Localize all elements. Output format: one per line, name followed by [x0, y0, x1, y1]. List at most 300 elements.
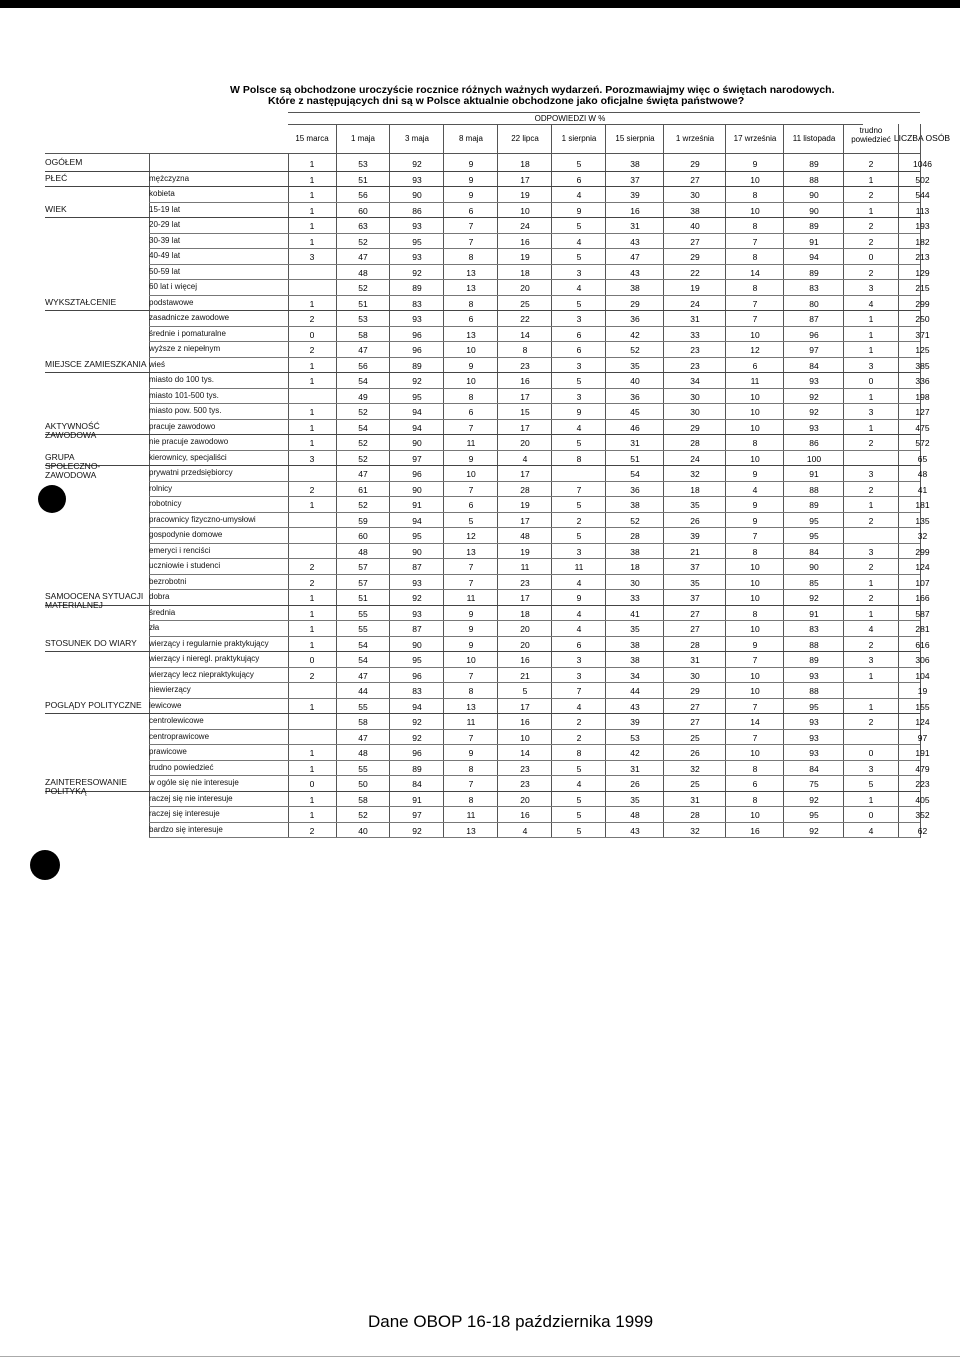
table-cell: 12: [466, 531, 476, 541]
table-cell: 42: [630, 329, 640, 340]
row-rule: [45, 217, 920, 218]
table-cell: 100: [806, 453, 822, 464]
table-cell: 91: [412, 794, 422, 805]
table-cell: 86: [809, 438, 819, 448]
table-cell: 54: [358, 639, 368, 650]
row-group-label: STOSUNEK DO WIARY: [45, 637, 137, 648]
table-cell: 29: [690, 686, 700, 696]
row-group-label: MIEJSCE ZAMIESZKANIA: [45, 358, 147, 369]
table-cell: 8: [468, 391, 474, 402]
table-cell: 352: [915, 810, 930, 820]
table-cell: 2: [868, 267, 874, 278]
table-cell: 1: [309, 159, 315, 169]
row-sub-label: zła: [149, 623, 160, 632]
table-cell: 89: [809, 500, 819, 510]
table-cell: 93: [412, 314, 422, 324]
table-cell: 4: [522, 825, 528, 836]
table-cell: 8: [752, 221, 758, 231]
table-cell: 35: [690, 577, 700, 588]
table-cell: 1: [868, 500, 874, 510]
table-cell: 30: [690, 407, 700, 417]
table-cell: 89: [809, 267, 819, 278]
table-cell: 7: [468, 670, 474, 681]
table-cell: 32: [690, 825, 700, 836]
row-group-label: ZAINTERESOWANIE POLITYKĄ: [45, 777, 127, 796]
column-header: 8 maja: [458, 134, 483, 143]
column-header: 17 września: [733, 134, 777, 143]
table-cell: 8: [752, 283, 758, 293]
row-rule: [149, 295, 920, 296]
table-cell: 95: [809, 701, 819, 712]
table-cell: 2: [309, 345, 315, 355]
table-cell: 1: [309, 438, 315, 448]
table-cell: 5: [576, 810, 582, 820]
table-cell: 1: [309, 593, 315, 603]
table-cell: 30: [690, 670, 700, 681]
table-cell: 1046: [913, 159, 932, 169]
table-cell: 23: [690, 345, 700, 355]
table-cell: 11: [466, 717, 476, 727]
column-header: 1 maja: [350, 134, 375, 143]
table-cell: 95: [412, 531, 422, 541]
table-cell: 7: [752, 314, 758, 324]
table-cell: 96: [412, 329, 422, 340]
table-cell: 7: [468, 577, 474, 588]
table-cell: 83: [809, 283, 819, 293]
table-cell: 10: [750, 810, 760, 820]
table-cell: 2: [309, 670, 315, 681]
row-group-label: AKTYWNOŚĆ ZAWODOWA: [45, 420, 100, 440]
row-sub-label: emeryci i renciści: [149, 545, 211, 555]
row-rule: [149, 202, 920, 203]
table-cell: 405: [915, 794, 930, 805]
table-cell: 1: [868, 329, 874, 340]
table-cell: 32: [690, 763, 700, 774]
table-cell: 36: [630, 314, 640, 324]
table-cell: 155: [915, 701, 930, 712]
table-cell: 96: [809, 329, 819, 340]
table-cell: 48: [358, 546, 368, 557]
table-cell: 57: [358, 577, 368, 588]
row-sub-label: dobra: [149, 592, 170, 601]
table-cell: 29: [690, 252, 700, 262]
table-cell: 52: [358, 236, 368, 247]
table-cell: 50: [358, 779, 368, 789]
table-cell: 65: [917, 453, 928, 464]
table-cell: 3: [868, 655, 874, 665]
table-cell: 4: [576, 190, 582, 200]
table-cell: 299: [915, 298, 930, 309]
table-cell: 28: [520, 484, 530, 495]
table-cell: 9: [752, 469, 758, 479]
table-cell: 125: [915, 345, 930, 355]
table-cell: 25: [690, 779, 700, 789]
row-sub-label: wieś: [149, 359, 166, 369]
row-rule: [149, 775, 920, 776]
table-cell: 54: [358, 422, 368, 433]
row-rule: [149, 589, 920, 590]
table-cell: 56: [358, 190, 368, 200]
table-cell: 19: [520, 190, 530, 200]
row-sub-label: 30-39 lat: [149, 235, 181, 245]
row-rule: [149, 574, 920, 575]
table-cell: 2: [576, 515, 582, 526]
table-cell: 28: [690, 810, 700, 820]
table-cell: 92: [809, 794, 819, 805]
row-sub-label: wierzący lecz niepraktykujący: [149, 669, 254, 679]
table-cell: 1: [309, 624, 315, 634]
table-cell: 18: [690, 484, 700, 495]
table-cell: 8: [752, 252, 758, 262]
table-cell: 96: [412, 469, 422, 479]
table-cell: 3: [309, 453, 315, 464]
table-cell: 92: [412, 717, 422, 727]
table-cell: 0: [868, 252, 874, 262]
table-cell: 95: [412, 391, 422, 402]
table-cell: 13: [466, 283, 476, 293]
page-top-border: [0, 0, 960, 8]
table-cell: 19: [520, 500, 530, 510]
row-sub-label: wierzący i regularnie praktykujący: [149, 638, 269, 648]
table-cell: 2: [868, 236, 874, 247]
row-sub-label: gospodynie domowe: [149, 530, 223, 539]
row-rule: [45, 372, 920, 373]
table-cell: 385: [915, 360, 930, 371]
table-cell: 84: [809, 763, 819, 774]
table-cell: 1: [309, 190, 315, 200]
row-sub-label: centrolewicowe: [149, 716, 204, 725]
table-cell: 9: [468, 608, 474, 619]
table-cell: 20: [520, 624, 530, 634]
column-header: trudno powiedzieć: [851, 126, 891, 144]
table-cell: 27: [690, 608, 700, 619]
table-cell: 8: [752, 190, 758, 200]
question-line-1: W Polsce są obchodzone uroczyście rocznice różnych ważnych wydarzeń. Porozmawiajmy więc o świętach narodowych.: [230, 84, 835, 96]
table-cell: 9: [468, 159, 474, 169]
table-cell: 9: [576, 205, 582, 216]
table-cell: 7: [576, 686, 582, 696]
table-cell: 299: [915, 546, 930, 557]
table-cell: 135: [915, 515, 930, 526]
table-cell: 43: [630, 825, 640, 836]
table-cell: 13: [466, 546, 476, 557]
table-cell: 92: [412, 593, 422, 603]
table-cell: 2: [868, 484, 874, 495]
table-cell: 51: [358, 174, 368, 185]
table-cell: 7: [468, 221, 474, 231]
table-cell: 60: [358, 205, 368, 216]
table-cell: 17: [520, 701, 530, 712]
table-cell: 1: [309, 794, 315, 805]
row-sub-label: 50-59 lat: [149, 266, 181, 276]
table-cell: 587: [915, 608, 930, 619]
table-cell: 9: [468, 453, 474, 464]
table-cell: 5: [576, 500, 582, 510]
table-cell: 475: [915, 422, 930, 433]
row-sub-label: kierownicy, specjaliści: [149, 452, 227, 462]
table-cell: 93: [412, 174, 422, 185]
table-cell: 4: [522, 453, 528, 464]
table-cell: 53: [630, 732, 640, 743]
table-cell: 84: [809, 546, 819, 557]
row-sub-label: raczej się interesuje: [149, 809, 220, 818]
table-cell: 55: [358, 624, 368, 634]
table-cell: 94: [412, 515, 422, 526]
table-cell: 281: [915, 624, 930, 634]
table-cell: 52: [358, 407, 368, 417]
table-cell: 5: [576, 794, 582, 805]
table-cell: 53: [358, 159, 368, 169]
table-cell: 10: [750, 205, 760, 216]
table-cell: 1: [309, 174, 315, 185]
table-cell: 92: [809, 825, 819, 836]
table-cell: 27: [690, 236, 700, 247]
table-cell: 5: [468, 515, 474, 526]
table-cell: 83: [809, 624, 819, 634]
table-cell: 0: [868, 376, 874, 386]
table-cell: 92: [412, 267, 422, 278]
table-cell: 90: [412, 190, 422, 200]
table-cell: 95: [809, 531, 819, 541]
table-cell: 1: [309, 748, 315, 758]
table-cell: 8: [468, 686, 474, 696]
column-header: 11 listopada: [792, 134, 836, 143]
table-cell: 87: [412, 562, 422, 572]
table-cell: 48: [358, 267, 368, 278]
table-cell: 10: [750, 624, 760, 634]
table-cell: 88: [809, 174, 819, 185]
table-cell: 87: [809, 314, 819, 324]
row-rule: [149, 729, 920, 730]
table-cell: 35: [690, 500, 700, 510]
row-group-label: POGLĄDY POLITYCZNE: [45, 699, 142, 710]
table-cell: 7: [468, 779, 474, 789]
table-cell: 20: [520, 438, 530, 448]
row-group-label: GRUPA SPOŁECZNO-ZAWODOWA: [45, 451, 101, 480]
table-cell: 93: [809, 670, 819, 681]
table-cell: 38: [630, 639, 640, 650]
table-cell: 21: [520, 670, 530, 681]
table-cell: 23: [520, 763, 530, 774]
table-cell: 11: [466, 593, 476, 603]
table-cell: 27: [690, 624, 700, 634]
row-rule: [149, 744, 920, 745]
table-cell: 17: [520, 515, 530, 526]
table-cell: 17: [520, 174, 530, 185]
table-cell: 3: [868, 763, 874, 774]
row-rule: [149, 357, 920, 358]
table-cell: 90: [412, 484, 422, 495]
table-cell: 32: [917, 531, 928, 541]
table-cell: 16: [750, 825, 760, 836]
table-cell: 39: [630, 190, 640, 200]
table-cell: 8: [522, 345, 528, 355]
table-cell: 10: [750, 670, 760, 681]
table-cell: 10: [466, 655, 476, 665]
table-cell: 97: [412, 810, 422, 820]
row-rule: [149, 698, 920, 699]
table-cell: 48: [917, 469, 928, 479]
table-cell: 5: [576, 825, 582, 836]
row-sub-label: wyższe z niepełnym: [149, 344, 221, 353]
table-cell: 6: [468, 500, 474, 510]
table-cell: 22: [690, 267, 700, 278]
table-cell: 1: [868, 422, 874, 433]
table-cell: 8: [752, 608, 758, 619]
table-cell: 129: [915, 267, 930, 278]
table-cell: 8: [752, 546, 758, 557]
table-cell: 22: [520, 314, 530, 324]
table-cell: 52: [358, 453, 368, 464]
table-cell: 88: [809, 484, 819, 495]
table-cell: 11: [574, 562, 584, 572]
table-cell: 17: [520, 422, 530, 433]
table-cell: 1: [309, 810, 315, 820]
row-rule: [149, 512, 920, 513]
table-cell: 13: [466, 825, 476, 836]
table-cell: 92: [809, 391, 819, 402]
table-cell: 94: [809, 252, 819, 262]
table-cell: 35: [630, 794, 640, 805]
table-cell: 36: [630, 391, 640, 402]
table-cell: 7: [752, 732, 758, 743]
row-rule: [149, 667, 920, 668]
table-cell: 39: [690, 531, 700, 541]
table-cell: 3: [576, 670, 582, 681]
table-cell: 10: [750, 593, 760, 603]
punch-hole-mark: [30, 850, 60, 880]
table-cell: 31: [630, 221, 640, 231]
source-footer: Dane OBOP 16-18 października 1999: [368, 1312, 654, 1331]
table-cell: 34: [690, 376, 700, 386]
table-cell: 91: [412, 500, 422, 510]
table-cell: 30: [690, 391, 700, 402]
table-cell: 19: [520, 546, 530, 557]
table-cell: 92: [412, 376, 422, 386]
table-cell: 6: [576, 345, 582, 355]
table-cell: 5: [576, 252, 582, 262]
table-cell: 38: [690, 205, 700, 216]
row-sub-label: lewicowe: [149, 700, 182, 710]
question-line-2: Które z następujących dni są w Polsce aktualnie obchodzone jako oficjalne święta państwowe?: [268, 95, 745, 107]
row-rule: [149, 682, 920, 683]
table-cell: 8: [752, 763, 758, 774]
table-cell: 9: [576, 593, 582, 603]
table-cell: 1: [309, 407, 315, 417]
table-cell: 14: [520, 329, 530, 340]
table-cell: 127: [915, 407, 930, 417]
table-cell: 8: [468, 763, 474, 774]
column-divider: [920, 124, 921, 838]
table-cell: 9: [752, 500, 758, 510]
table-cell: 51: [358, 593, 368, 603]
row-rule: [45, 171, 920, 172]
table-cell: 5: [868, 779, 874, 789]
table-cell: 8: [576, 453, 582, 464]
table-cell: 10: [520, 732, 530, 743]
table-cell: 0: [868, 748, 874, 758]
row-sub-label: średnie i pomaturalne: [149, 328, 226, 338]
table-cell: 14: [750, 267, 760, 278]
table-cell: 2: [868, 639, 874, 650]
table-cell: 4: [576, 608, 582, 619]
table-cell: 19: [917, 686, 928, 696]
table-cell: 26: [630, 779, 640, 789]
row-rule: [149, 760, 920, 761]
table-cell: 89: [809, 221, 819, 231]
table-cell: 29: [690, 159, 700, 169]
table-cell: 5: [522, 686, 528, 696]
table-cell: 18: [520, 267, 530, 278]
table-cell: 31: [630, 763, 640, 774]
table-cell: 32: [690, 469, 700, 479]
table-cell: 6: [752, 360, 758, 371]
table-cell: 4: [752, 484, 758, 495]
table-cell: 1: [868, 391, 874, 402]
table-cell: 7: [468, 732, 474, 743]
row-sub-label: pracownicy fizyczno-umysłowi: [149, 514, 256, 524]
table-cell: 89: [412, 360, 422, 371]
row-sub-label: miasto pow. 500 tys.: [149, 406, 222, 415]
table-cell: 6: [752, 779, 758, 789]
table-cell: 2: [868, 159, 874, 169]
table-cell: 16: [520, 717, 530, 727]
table-cell: 29: [630, 298, 640, 309]
table-cell: 10: [466, 469, 476, 479]
table-cell: 43: [630, 236, 640, 247]
table-cell: 62: [917, 825, 928, 836]
row-rule: [149, 403, 920, 404]
table-cell: 51: [358, 298, 368, 309]
row-sub-label: 20-29 lat: [149, 220, 181, 229]
row-sub-label: mężczyzna: [149, 173, 190, 183]
table-cell: 48: [630, 810, 640, 820]
row-rule: [45, 713, 920, 714]
table-cell: 37: [690, 562, 700, 572]
table-cell: 7: [468, 422, 474, 433]
table-cell: 30: [630, 577, 640, 588]
table-cell: 191: [915, 748, 930, 758]
table-cell: 31: [690, 314, 700, 324]
table-cell: 4: [576, 283, 582, 293]
row-sub-label: 60 lat i więcej: [149, 282, 198, 291]
table-cell: 95: [809, 515, 819, 526]
table-cell: 2: [309, 577, 315, 588]
table-cell: 12: [750, 345, 760, 355]
table-cell: 20: [520, 639, 530, 650]
table-cell: 3: [576, 267, 582, 278]
table-cell: 616: [915, 639, 930, 650]
table-cell: 27: [690, 717, 700, 727]
table-cell: 1: [868, 794, 874, 805]
table-cell: 3: [576, 314, 582, 324]
table-cell: 55: [358, 701, 368, 712]
row-rule: [149, 279, 920, 280]
table-cell: 223: [915, 779, 930, 789]
row-rule: [149, 620, 920, 621]
row-rule: [149, 326, 920, 327]
table-cell: 8: [576, 748, 582, 758]
table-cell: 37: [630, 174, 640, 185]
table-cell: 97: [809, 345, 819, 355]
table-cell: 10: [750, 686, 760, 696]
table-cell: 24: [690, 453, 700, 464]
row-sub-label: niewierzący: [149, 685, 191, 694]
table-cell: 7: [752, 655, 758, 665]
row-group-label: OGÓŁEM: [45, 157, 83, 167]
table-cell: 124: [915, 717, 930, 727]
table-cell: 23: [520, 779, 530, 789]
